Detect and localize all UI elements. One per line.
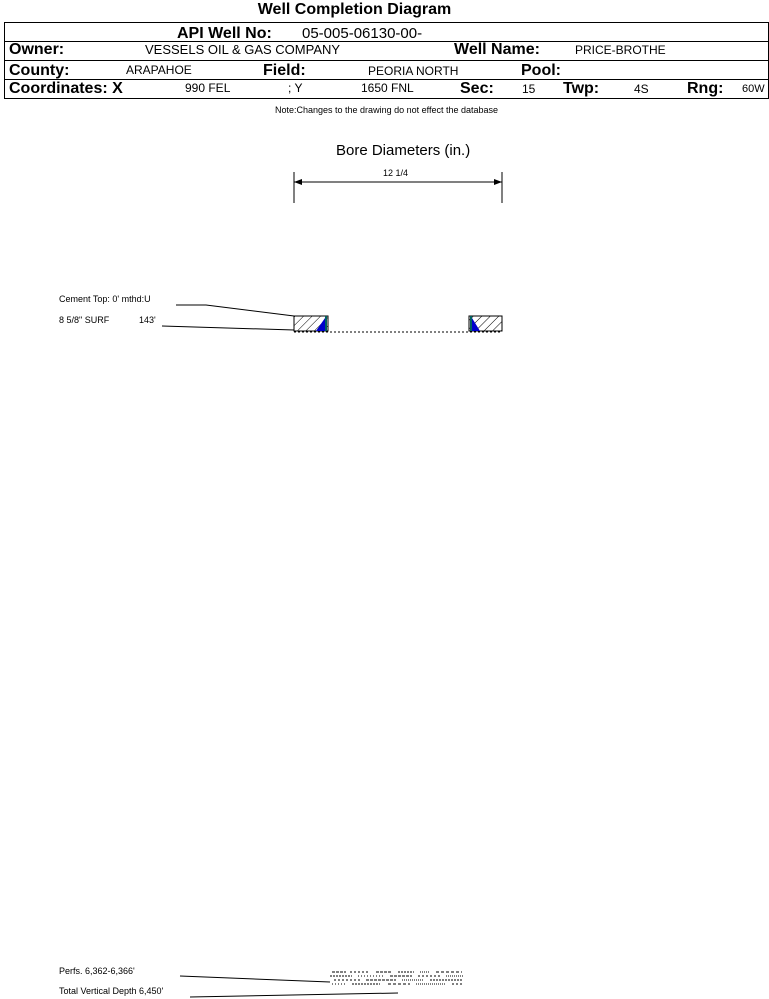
cement-top-label: Cement Top: 0' mthd:U [59, 294, 151, 304]
database-note: Note:Changes to the drawing do not effect the database [275, 105, 498, 115]
surface-casing [294, 316, 502, 332]
casing-depth-label: 143' [139, 315, 156, 325]
owner-label: Owner: [9, 41, 65, 58]
well-name-value: PRICE-BROTHE [575, 43, 666, 57]
perfs-leader [180, 976, 330, 982]
field-value: PEORIA NORTH [368, 64, 459, 78]
bore-dimension [294, 172, 502, 203]
county-value: ARAPAHOE [126, 63, 192, 77]
bore-diameter-value: 12 1/4 [383, 168, 409, 178]
casing-leader [162, 326, 294, 330]
diagram-title: Well Completion Diagram [257, 1, 452, 18]
coordinates-x-label: Coordinates: X [9, 80, 123, 97]
rng-value: 60W [742, 83, 765, 95]
total-vertical-depth-label: Total Vertical Depth 6,450' [59, 986, 164, 996]
bore-diameters-title: Bore Diameters (in.) [336, 142, 471, 159]
casing-label: 8 5/8" SURF [59, 315, 110, 325]
sec-value: 15 [522, 82, 536, 96]
twp-label: Twp: [563, 80, 600, 97]
field-label: Field: [263, 62, 306, 79]
well-name-label: Well Name: [454, 41, 540, 58]
sec-label: Sec: [460, 80, 494, 97]
owner-value: VESSELS OIL & GAS COMPANY [145, 42, 341, 57]
cement-top-leader [176, 305, 294, 316]
perforation-marks [330, 972, 464, 984]
county-label: County: [9, 62, 70, 79]
tvd-leader [190, 993, 398, 997]
coordinates-y-value: 1650 FNL [361, 81, 414, 95]
coordinates-y-label: ; Y [288, 81, 303, 95]
perfs-label: Perfs. 6,362-6,366' [59, 966, 135, 976]
coordinates-x-value: 990 FEL [185, 81, 231, 95]
api-well-label: API Well No: [177, 25, 272, 42]
rng-label: Rng: [687, 80, 724, 97]
twp-value: 4S [634, 82, 649, 96]
api-well-value: 05-005-06130-00- [302, 25, 423, 42]
pool-label: Pool: [521, 62, 561, 79]
